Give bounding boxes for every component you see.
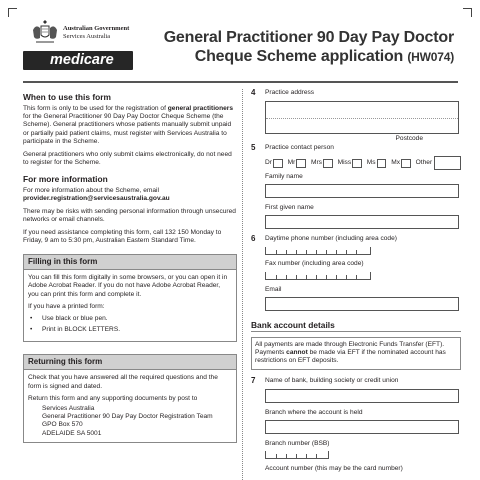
instructions-column bbox=[23, 92, 237, 443]
postal-address bbox=[28, 405, 232, 438]
fax-label: Fax number (including area code) bbox=[265, 260, 364, 267]
header-rule bbox=[23, 81, 458, 83]
contact-email-link[interactable]: provider.registration@servicesaustralia.gov.au bbox=[23, 195, 170, 203]
fax-field[interactable] bbox=[265, 272, 371, 280]
title-option-label: Mr bbox=[287, 159, 296, 166]
title-option-label: Dr bbox=[265, 159, 272, 166]
contact-person-label: Practice contact person bbox=[265, 144, 334, 151]
title-option-label: Miss bbox=[337, 159, 352, 166]
gov-name: Australian Government bbox=[63, 25, 130, 32]
title-checkboxes bbox=[265, 156, 461, 170]
family-name-label: Family name bbox=[265, 173, 303, 180]
agency-name: Services Australia bbox=[63, 33, 111, 40]
question-6 bbox=[251, 235, 461, 311]
question-4 bbox=[251, 89, 461, 143]
branch-field[interactable] bbox=[265, 420, 459, 434]
postcode-label: Postcode bbox=[395, 135, 423, 142]
email-field[interactable] bbox=[265, 297, 459, 311]
practice-address-field[interactable] bbox=[265, 101, 459, 134]
form-title bbox=[164, 28, 454, 67]
filling-paragraph-2: If you have a printed form: bbox=[28, 302, 105, 310]
address-line: General Practitioner 90 Day Pay Doctor Registration Team bbox=[42, 413, 213, 421]
coat-of-arms-icon bbox=[30, 20, 60, 46]
address-line: Services Australia bbox=[42, 404, 95, 412]
when-paragraph-2: General practitioners who only submit claims electronically, do not need to register for the Scheme. bbox=[23, 150, 232, 166]
form-code: (HW074) bbox=[407, 50, 454, 64]
filling-box bbox=[23, 254, 237, 342]
address-line: ADELAIDE SA 5001 bbox=[42, 429, 102, 437]
first-name-label: First given name bbox=[265, 204, 314, 211]
medicare-logo: medicare bbox=[23, 51, 133, 70]
filling-paragraph-1: You can fill this form digitally in some browsers, or you can open it in Adobe Acrobat Reader. If you do not have Adobe Acrobat Reader, you can print this form and complete it. bbox=[28, 274, 228, 298]
form-title-line1: General Practitioner 90 Day Pay Doctor bbox=[163, 29, 454, 46]
branch-label: Branch where the account is held bbox=[265, 408, 363, 416]
bullet-item: • Print in BLOCK LETTERS. bbox=[28, 326, 232, 334]
crop-mark-top-right bbox=[463, 8, 472, 17]
question-number: 6 bbox=[251, 234, 256, 243]
question-7 bbox=[251, 377, 461, 473]
bsb-field[interactable] bbox=[265, 451, 329, 459]
info-heading: For more information bbox=[23, 173, 108, 184]
title-option-label: Mrs bbox=[310, 159, 322, 166]
column-divider bbox=[242, 89, 243, 480]
when-paragraph-1: This form is only to be used for the registration of general practitioners for the General Practitioner 90 Day Pay Doctor Cheque Scheme (the Scheme). General practitioners whose patients manually submit unpaid or partially paid patient claims, must register with Services Australia to participate in the Scheme. bbox=[23, 105, 233, 145]
returning-paragraph-2: Return this form and any supporting documents by post to bbox=[28, 394, 198, 402]
info-section bbox=[23, 174, 237, 245]
bank-name-field[interactable] bbox=[265, 389, 459, 403]
info-paragraph-2: There may be risks with sending personal information through unsecured networks or email channels. bbox=[23, 207, 236, 224]
title-mx-checkbox[interactable] bbox=[401, 159, 411, 168]
email-label: Email bbox=[265, 286, 282, 293]
first-name-field[interactable] bbox=[265, 215, 459, 229]
returning-paragraph-1: Check that you have answered all the required questions and the form is signed and dated. bbox=[28, 374, 218, 390]
title-dr-checkbox[interactable] bbox=[273, 159, 283, 168]
title-miss-checkbox[interactable] bbox=[352, 159, 362, 168]
form-title-line2: Cheque Scheme application bbox=[194, 48, 404, 65]
question-number: 5 bbox=[251, 143, 256, 152]
government-logo bbox=[30, 20, 129, 46]
address-line: GPO Box 570 bbox=[42, 421, 83, 429]
bank-name-label: Name of bank, building society or credit union bbox=[265, 376, 399, 384]
title-option-label: Mx bbox=[391, 159, 401, 166]
question-number: 4 bbox=[251, 88, 256, 97]
form-column bbox=[251, 89, 461, 473]
filling-heading: Filling in this form bbox=[24, 255, 236, 270]
info-paragraph-3: If you need assistance completing this form, call 132 150 Monday to Friday, 9 am to 5:30 pm, Australian Eastern Standard Time. bbox=[23, 228, 222, 244]
family-name-field[interactable] bbox=[265, 184, 459, 198]
title-mr-checkbox[interactable] bbox=[296, 159, 306, 168]
question-number: 7 bbox=[251, 375, 256, 385]
returning-box bbox=[23, 354, 237, 442]
title-mrs-checkbox[interactable] bbox=[323, 159, 333, 168]
crop-mark-top-left bbox=[8, 8, 17, 17]
bank-details-heading: Bank account details bbox=[251, 320, 335, 330]
question-5 bbox=[251, 144, 461, 229]
bsb-label: Branch number (BSB) bbox=[265, 439, 330, 447]
practice-address-label: Practice address bbox=[265, 89, 315, 96]
returning-heading: Returning this form bbox=[24, 355, 236, 370]
bullet-item: • Use black or blue pen. bbox=[28, 315, 232, 323]
phone-label: Daytime phone number (including area code) bbox=[265, 235, 397, 242]
account-number-label: Account number (this may be the card number) bbox=[265, 464, 403, 472]
phone-field[interactable] bbox=[265, 247, 371, 255]
title-option-label: Other bbox=[415, 159, 433, 166]
title-option-label: Ms bbox=[366, 159, 376, 166]
when-heading: When to use this form bbox=[23, 92, 111, 102]
when-section bbox=[23, 92, 237, 167]
eft-note: All payments are made through Electronic Funds Transfer (EFT). Payments cannot be made via EFT if the nominated account has restrictions on EFT deposits. bbox=[251, 337, 461, 370]
info-paragraph-1: For more information about the Scheme, email provider.registration@servicesaustralia.gov.au bbox=[23, 186, 170, 203]
title-other-field[interactable] bbox=[434, 156, 461, 170]
bank-heading-rule bbox=[251, 331, 461, 332]
title-ms-checkbox[interactable] bbox=[377, 159, 387, 168]
